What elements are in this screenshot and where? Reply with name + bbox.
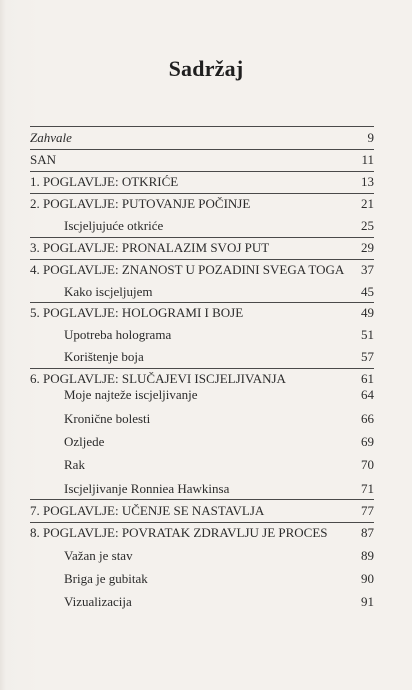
toc-entry-title: 4. POGLAVLJE: ZNANOST U POZADINI SVEGA TOGA [30, 262, 345, 277]
toc-entry-page: 25 [361, 218, 374, 233]
toc-entry-title: 3. POGLAVLJE: PRONALAZIM SVOJ PUT [30, 240, 270, 255]
toc-entry-page: 90 [361, 571, 374, 586]
toc-subentry [64, 215, 374, 237]
toc-entry-title: 7. POGLAVLJE: UČENJE SE NASTAVLJA [30, 503, 265, 518]
toc-entry-page: 51 [361, 327, 374, 342]
toc-entry-page: 45 [361, 284, 374, 299]
toc-entry-title: Vizualizacija [64, 594, 132, 609]
toc-entry-page: 64 [361, 387, 374, 402]
toc-entry [30, 193, 374, 215]
toc-subentry [64, 568, 374, 590]
toc-entry-title: Korištenje boja [64, 349, 144, 364]
toc-subentry [64, 454, 374, 476]
toc-entry [30, 237, 374, 259]
toc-entry-page: 13 [361, 174, 374, 189]
toc-entry-page: 89 [361, 548, 374, 563]
toc-entry-title: Iscjeljivanje Ronniea Hawkinsa [64, 481, 230, 496]
toc-entry-title: SAN [30, 152, 57, 167]
toc-entry-page: 71 [361, 481, 374, 496]
toc-entry-title: 5. POGLAVLJE: HOLOGRAMI I BOJE [30, 305, 244, 320]
toc-entry-page: 66 [361, 411, 374, 426]
toc-entry-title: Moje najteže iscjeljivanje [64, 387, 198, 402]
toc-entry-title: 2. POGLAVLJE: PUTOVANJE POČINJE [30, 196, 251, 211]
toc-entry-page: 87 [361, 525, 374, 540]
toc-entry [30, 171, 374, 193]
toc-subentry [64, 591, 374, 613]
toc-entry-page: 37 [361, 262, 374, 277]
toc-entry [30, 522, 374, 544]
toc-entry [30, 149, 374, 171]
toc-subentry [64, 478, 374, 500]
toc-entry-title: Upotreba holograma [64, 327, 172, 342]
toc-entry-page: 69 [361, 434, 374, 449]
toc-subentry [64, 324, 374, 346]
toc-entry-page: 29 [361, 240, 374, 255]
toc-entry-page: 70 [361, 457, 374, 472]
toc-entry-title: 8. POGLAVLJE: POVRATAK ZDRAVLJU JE PROCES [30, 525, 328, 540]
toc-subentry [64, 384, 374, 406]
toc-entry-page: 9 [367, 130, 374, 145]
toc-entry-title: 6. POGLAVLJE: SLUČAJEVI ISCJELJIVANJA [30, 371, 286, 386]
toc-entry-title: Zahvale [30, 130, 72, 145]
toc-entry [30, 302, 374, 324]
toc-entry [30, 259, 374, 281]
toc-entry-title: 1. POGLAVLJE: OTKRIĆE [30, 174, 179, 189]
toc-entry-title: Kronične bolesti [64, 411, 151, 426]
toc-entry-title: Kako iscjeljujem [64, 284, 153, 299]
toc-subentry [64, 408, 374, 430]
toc-subentry [64, 281, 374, 303]
toc-entry [30, 500, 374, 522]
toc-entry-page: 61 [361, 371, 374, 386]
toc-entry-title: Rak [64, 457, 85, 472]
toc-entry-page: 49 [361, 305, 374, 320]
page-title: Sadržaj [168, 56, 244, 81]
toc-entry-title: Ozljede [64, 434, 105, 449]
toc-subentry [64, 346, 374, 368]
toc-entry-title: Važan je stav [64, 548, 133, 563]
toc-subentry [64, 431, 374, 453]
toc-entry-page: 91 [361, 594, 374, 609]
toc-entry-page: 21 [361, 196, 374, 211]
toc-subentry [64, 545, 374, 567]
toc-entry-title: Iscjeljujuće otkriće [64, 218, 164, 233]
toc-entry [30, 127, 374, 149]
toc-entry-page: 77 [361, 503, 374, 518]
toc-entry-title: Briga je gubitak [64, 571, 148, 586]
toc-entry-page: 11 [361, 152, 374, 167]
toc-entry-page: 57 [361, 349, 374, 364]
